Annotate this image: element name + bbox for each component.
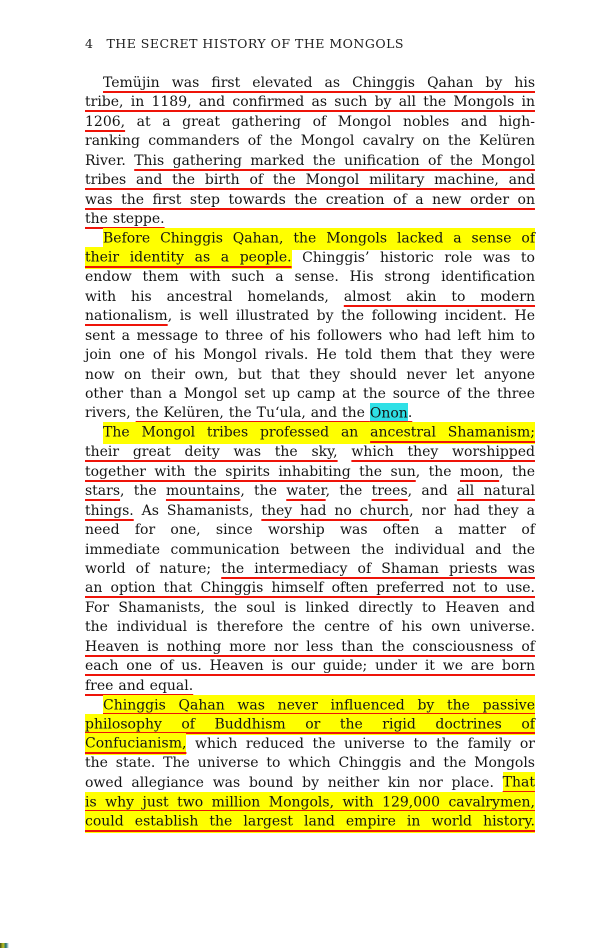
text-line [85,677,535,696]
underlined-text: which they worshipped [351,444,535,461]
highlighted-text: could establish the largest land empire in world history. [85,811,535,833]
text-line [85,443,535,462]
text-line [85,599,535,618]
underlined-text: the steppe. [85,211,165,228]
running-header [85,36,404,51]
underlined-text: trees [371,483,408,500]
text-line [85,754,535,773]
highlighted-text: The Mongol tribes professed an [103,422,370,444]
underlined-text: nationalism [85,308,168,325]
text-segment: , is well illustrated by the following incident. He [167,308,535,325]
underlined-text: things. [85,502,134,519]
underlined-text: . [407,405,413,422]
text-line [85,171,535,190]
text-line [85,463,535,482]
text-line [85,696,535,715]
underlined-text: Heaven is nothing more nor less than the consciousness of [85,638,535,655]
paragraph [85,424,535,696]
text-segment: , the [120,483,166,500]
text-line [85,230,535,249]
text-line [85,113,535,132]
text-segment: need for one, since worship was often a matter of [85,522,535,539]
text-line [85,560,535,579]
text-segment: ranking commanders of the Mongol cavalry on the Kelüren [85,133,535,150]
text-line [85,327,535,346]
underlined-text: free and equal. [85,677,194,694]
text-line [85,132,535,151]
text-line [85,657,535,676]
text-line [85,424,535,443]
page-title: THE SECRET HISTORY OF THE MONGOLS [106,36,404,51]
underlined-text: an option that Chinggis himself often preferred not to use. [85,580,535,597]
text-segment: owed allegiance was bound by neither kin nor place. [85,774,503,791]
underlined-text: moon [460,463,500,480]
text-line [85,813,535,832]
text-segment: the state. The universe to which Chinggis and the Mongols [85,755,535,772]
text-segment: , the [325,483,372,500]
text-line [85,774,535,793]
underlined-text: their great deity was the sky, [85,444,338,461]
page-number: 4 [85,36,94,51]
text-segment: As Shamanists, [133,502,262,519]
underlined-text: water [286,483,326,500]
text-segment: which reduced the universe to the family or [186,735,535,752]
text-line [85,74,535,93]
highlighted-text: Onon [370,403,408,425]
text-line [85,288,535,307]
text-segment [338,444,352,460]
underlined-text: almost akin to modern [343,288,536,305]
text-segment: world of nature; [85,560,222,577]
highlighted-text: ancestral Shamanism; [370,422,535,444]
paragraph [85,74,535,230]
text-line [85,502,535,521]
text-segment: endow them with such a sense. His strong identification [85,269,535,286]
underlined-text: together with the spirits inhabiting the sun [85,463,416,480]
underlined-text: they had no church [261,502,410,519]
text-line [85,541,535,560]
text-line [85,268,535,287]
underlined-text: each one of us. Heaven is our guide; under it we are born [85,658,535,675]
paragraph [85,230,535,424]
page-body [85,74,535,832]
underlined-text: all natural [456,483,536,500]
text-line [85,249,535,268]
underlined-text: the Kelüren, the Tu‘ula, and the [135,405,370,422]
text-line [85,735,535,754]
underlined-text: stars [85,483,121,500]
text-segment: , the [415,463,461,480]
underlined-text: Temüjin was first elevated as Chinggis Qahan by his [103,75,535,91]
text-segment: For Shamanists, the soul is linked directly to Heaven and [85,599,535,616]
underlined-text: the intermediacy of Shaman priests was [221,560,535,577]
underlined-text: was the first step towards the creation of a new order on [85,191,535,208]
text-segment: with his ancestral homelands, [85,288,344,305]
highlighted-text: That [503,772,535,794]
text-segment: , the [240,483,287,500]
text-line [85,385,535,404]
text-line [85,191,535,210]
text-segment: , nor had they a [409,502,535,519]
text-segment: the individual is therefore the centre of his own universe. [85,619,535,636]
corner-artifact [0,943,9,948]
text-segment: at a great gathering of Mongol nobles and high- [125,113,535,130]
text-line [85,152,535,171]
paragraph [85,696,535,832]
highlighted-text: their identity as a people. [85,247,292,269]
highlighted-text: Before Chinggis Qahan, the Mongols lacked a sense of [103,228,535,250]
text-segment: , and [407,483,457,500]
text-line [85,793,535,812]
text-segment: join one of his Mongol rivals. He told them that they were [85,347,535,364]
text-segment: sent a message to three of his followers who had left him to [85,327,535,344]
text-segment: other than a Mongol set up camp at the source of the three [85,386,535,402]
text-line [85,346,535,365]
highlighted-text: Chinggis Qahan was never influenced by the passive [103,695,535,717]
highlighted-text: Confucianism, [85,733,186,755]
text-line [85,210,535,229]
text-segment: River. [85,152,135,169]
text-segment: , the [499,463,535,480]
text-line [85,93,535,112]
underlined-text: mountains [165,483,241,500]
text-line [85,482,535,501]
text-line [85,618,535,637]
highlighted-text: philosophy of Buddhism or the rigid doctrines of [85,714,535,736]
text-segment: immediate communication between the individual and the [85,541,535,558]
text-line [85,521,535,540]
text-line [85,404,535,423]
text-line [85,307,535,326]
text-line [85,638,535,657]
underlined-text: tribe, in 1189, and confirmed as such by all the Mongols in [85,94,535,111]
highlighted-text: is why just two million Mongols, with 129,000 cavalrymen, [85,792,535,814]
underlined-text: This gathering marked the unification of the Mongol [134,152,535,169]
underlined-text: tribes and the birth of the Mongol military machine, and [85,172,535,189]
text-segment: now on their own, but that they should never let anyone [85,366,535,383]
text-segment: rivers, [85,405,136,422]
text-line [85,366,535,385]
text-segment: Chinggis’ historic role was to [291,249,535,266]
text-line [85,715,535,734]
text-line [85,579,535,598]
underlined-text: 1206, [85,113,126,130]
